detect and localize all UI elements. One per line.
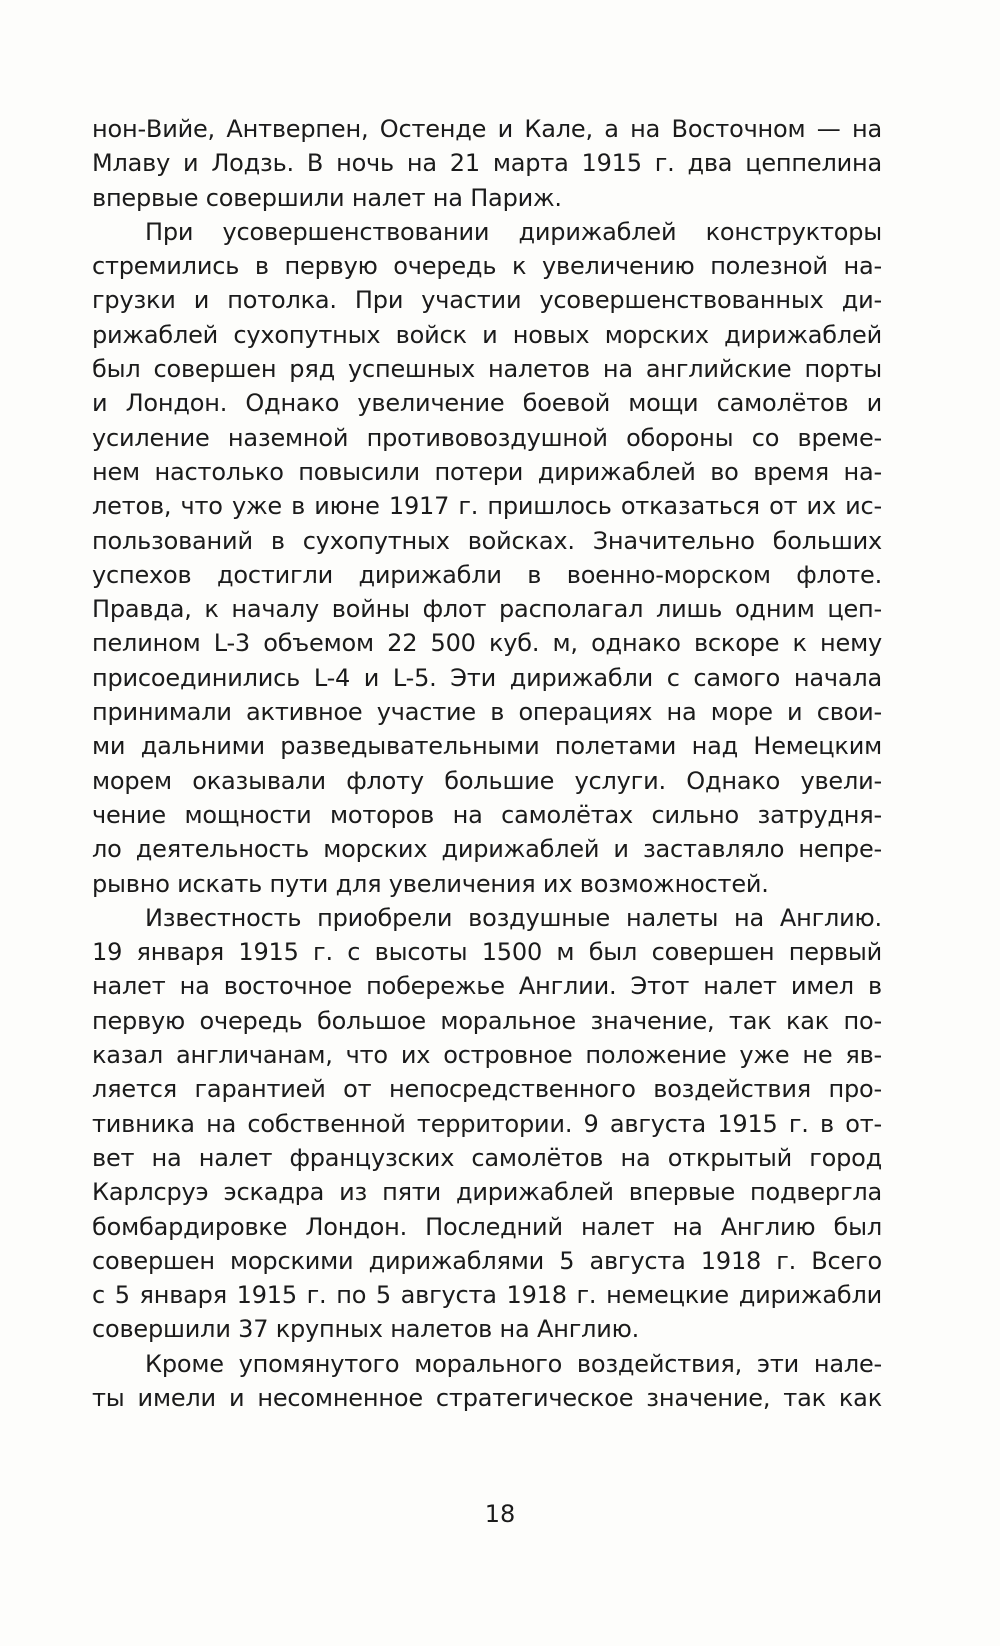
text-line: Кроме упомянутого морального воздействия, эти нале- [145,1349,882,1378]
text-line: с 5 января 1915 г. по 5 августа 1918 г. немецкие дирижабли [92,1281,882,1310]
text-line: Известность приобрели воздушные налеты на Англию. [145,903,882,932]
body-text [92,112,882,1415]
text-line: ми дальними разведывательными полетами над Немецким [92,732,882,761]
text-line: первую очередь большое моральное значение, так как по- [92,1006,882,1035]
text-line: принимали активное участие в операциях на море и свои- [92,698,882,727]
text-line: ты имели и несомненное стратегическое значение, так как [92,1383,882,1412]
text-line: Карлсруэ эскадра из пяти дирижаблей впервые подвергла [92,1178,882,1207]
text-line: ло деятельность морских дирижаблей и заставляло непре- [92,835,882,864]
text-line: Млаву и Лодзь. В ночь на 21 марта 1915 г. два цеппелина [92,149,882,178]
text-line: казал англичанам, что их островное положение уже не яв- [92,1041,882,1070]
text-line: летов, что уже в июне 1917 г. пришлось отказаться от их ис- [92,492,882,521]
text-line: бомбардировке Лондон. Последний налет на Англию был [92,1212,882,1241]
text-line: впервые совершили налет на Париж. [92,183,562,212]
text-line: Правда, к началу войны флот располагал лишь одним цеп- [92,595,882,624]
text-line: пользований в сухопутных войсках. Значительно больших [92,526,882,555]
text-line: и Лондон. Однако увеличение боевой мощи самолётов и [92,389,882,418]
text-line: был совершен ряд успешных налетов на английские порты [92,355,882,384]
page-number: 18 [484,1500,516,1528]
text-line: рывно искать пути для увеличения их возможностей. [92,869,769,898]
text-line: вет на налет французских самолётов на открытый город [92,1143,882,1172]
text-line: тивника на собственной территории. 9 августа 1915 г. в от- [92,1109,882,1138]
text-line: морем оказывали флоту большие услуги. Однако увели- [92,766,882,795]
text-line: При усовершенствовании дирижаблей конструкторы [145,217,882,246]
text-line: 19 января 1915 г. с высоты 1500 м был совершен первый [92,938,882,967]
text-line: совершен морскими дирижаблями 5 августа 1918 г. Всего [92,1246,882,1275]
text-line: ляется гарантией от непосредственного воздействия про- [92,1075,882,1104]
text-line: нем настолько повысили потери дирижаблей во время на- [92,457,882,486]
text-line: чение мощности моторов на самолётах сильно затрудня- [92,800,882,829]
text-line: нон-Вийе, Антверпен, Остенде и Кале, а на Восточном — на [92,115,882,143]
text-line: усиление наземной противовоздушной обороны со време- [92,423,882,452]
text-line: присоединились L-4 и L-5. Эти дирижабли с самого начала [92,663,882,692]
text-line: грузки и потолка. При участии усовершенствованных ди- [92,286,882,315]
text-line: пелином L-3 объемом 22 500 куб. м, однако вскоре к нему [92,629,882,658]
text-line: рижаблей сухопутных войск и новых морских дирижаблей [92,320,882,349]
text-line: успехов достигли дирижабли в военно-морском флоте. [92,560,882,589]
text-line: налет на восточное побережье Англии. Этот налет имел в [92,972,882,1001]
text-line: совершили 37 крупных налетов на Англию. [92,1315,640,1344]
text-line: стремились в первую очередь к увеличению полезной на- [92,252,882,281]
